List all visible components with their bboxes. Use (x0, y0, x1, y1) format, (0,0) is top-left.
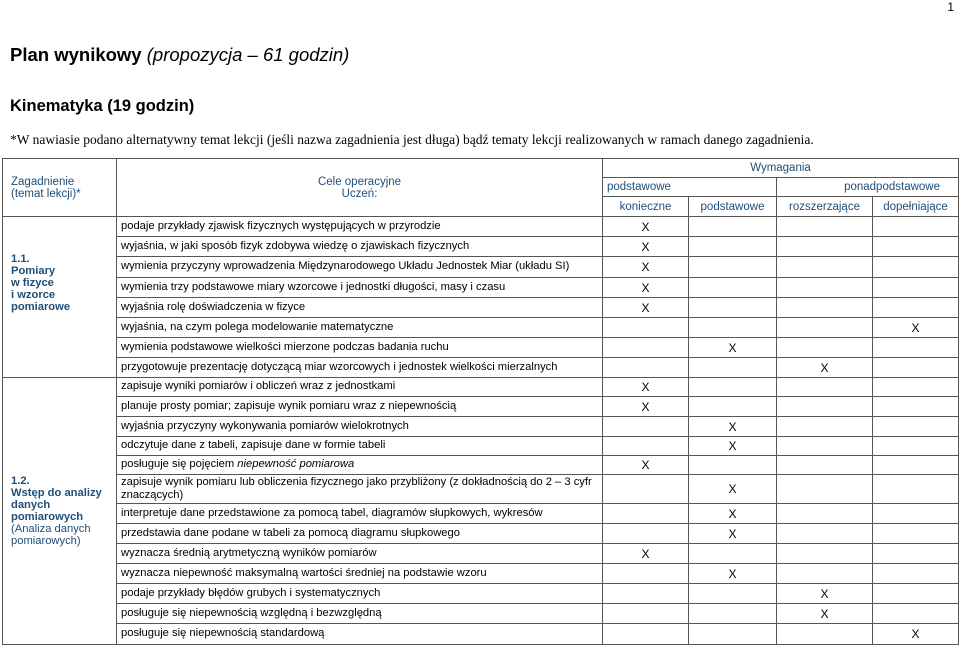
mark-rozszerzajace (777, 504, 873, 524)
section-name-line: Wstęp do analizy (11, 487, 102, 499)
mark-rozszerzajace (777, 378, 873, 397)
header-temat-label: (temat lekcji)* (11, 187, 81, 200)
table-row (3, 397, 959, 417)
objective-cell: posługuje się niepewnością względną i bezwzględną (117, 604, 603, 624)
header-zagadnienie-label: Zagadnienie (11, 175, 75, 188)
mark-podstawowe (689, 358, 777, 378)
mark-rozszerzajace (777, 624, 873, 645)
table-row (3, 378, 959, 397)
objective-cell (117, 456, 603, 475)
objective-cell: zapisuje wyniki pomiarów i obliczeń wraz z jednostkami (117, 378, 603, 397)
mark-rozszerzajace (777, 278, 873, 298)
mark-konieczne (603, 624, 689, 645)
objective-text: posługuje się pojęciem (121, 458, 238, 471)
mark-konieczne: X (603, 257, 689, 278)
table-row (3, 604, 959, 624)
mark-konieczne (603, 524, 689, 544)
mark-dopelniajace (873, 504, 959, 524)
mark-podstawowe (689, 257, 777, 278)
header-cele-label: Cele operacyjne (317, 175, 402, 188)
mark-rozszerzajace (777, 217, 873, 237)
objective-cell: wymienia przyczyny wprowadzenia Międzynarodowego Układu Jednostek Miar (układu SI) (117, 257, 603, 278)
mark-rozszerzajace (777, 544, 873, 564)
table-row (3, 544, 959, 564)
mark-podstawowe (689, 397, 777, 417)
mark-konieczne (603, 358, 689, 378)
objective-cell: wyznacza niepewność maksymalną wartości średniej na podstawie wzoru (117, 564, 603, 584)
mark-podstawowe (689, 378, 777, 397)
objective-cell: wymienia trzy podstawowe miary wzorcowe i jednostki długości, masy i czasu (117, 278, 603, 298)
objective-cell: zapisuje wynik pomiaru lub obliczenia fizycznego jako przybliżony (z dokładnością do 2 – 3 cyfr znaczących) (117, 475, 603, 504)
section-cell-1 (3, 217, 117, 378)
objective-cell: podaje przykłady zjawisk fizycznych występujących w przyrodzie (117, 217, 603, 237)
header-level-dopelniajace: dopełniające (873, 197, 959, 217)
table-row (3, 217, 959, 237)
table-row (3, 524, 959, 544)
mark-konieczne: X (603, 456, 689, 475)
header-zagadnienie (3, 159, 117, 217)
mark-konieczne: X (603, 278, 689, 298)
mark-podstawowe (689, 584, 777, 604)
mark-podstawowe: X (689, 524, 777, 544)
mark-podstawowe (689, 456, 777, 475)
objective-cell: planuje prosty pomiar; zapisuje wynik pomiaru wraz z niepewnością (117, 397, 603, 417)
page-title (10, 44, 349, 66)
mark-konieczne (603, 437, 689, 456)
mark-rozszerzajace: X (777, 604, 873, 624)
mark-konieczne: X (603, 397, 689, 417)
header-group-podstawowe: podstawowe (603, 178, 777, 197)
mark-podstawowe (689, 217, 777, 237)
mark-podstawowe: X (689, 564, 777, 584)
table-row (3, 338, 959, 358)
mark-dopelniajace (873, 217, 959, 237)
mark-konieczne: X (603, 378, 689, 397)
objective-cell: posługuje się niepewnością standardową (117, 624, 603, 645)
mark-dopelniajace (873, 524, 959, 544)
header-level-podstawowe: podstawowe (689, 197, 777, 217)
table-row (3, 475, 959, 504)
mark-konieczne: X (603, 544, 689, 564)
objective-cell: wyjaśnia, na czym polega modelowanie matematyczne (117, 318, 603, 338)
section-name-line: danych (11, 499, 51, 511)
requirements-table (2, 158, 959, 645)
header-uczen-label: Uczeń: (341, 187, 378, 200)
objective-term-italic: niepewność pomiarowa (237, 458, 355, 471)
mark-konieczne (603, 338, 689, 358)
table-row (3, 417, 959, 437)
mark-rozszerzajace (777, 318, 873, 338)
mark-rozszerzajace (777, 417, 873, 437)
mark-rozszerzajace (777, 237, 873, 257)
table-row (3, 437, 959, 456)
mark-podstawowe: X (689, 417, 777, 437)
mark-rozszerzajace (777, 564, 873, 584)
mark-konieczne (603, 417, 689, 437)
mark-rozszerzajace: X (777, 358, 873, 378)
objective-cell: wyjaśnia rolę doświadczenia w fizyce (117, 298, 603, 318)
mark-podstawowe (689, 624, 777, 645)
mark-konieczne: X (603, 237, 689, 257)
mark-konieczne (603, 584, 689, 604)
mark-konieczne (603, 318, 689, 338)
mark-dopelniajace (873, 584, 959, 604)
section-cell-2 (3, 378, 117, 645)
mark-dopelniajace (873, 358, 959, 378)
mark-rozszerzajace (777, 456, 873, 475)
page-number: 1 (947, 0, 954, 14)
section-name-line: pomiarowe (11, 301, 71, 313)
mark-rozszerzajace (777, 298, 873, 318)
table-row (3, 584, 959, 604)
mark-konieczne (603, 604, 689, 624)
table-row (3, 318, 959, 338)
mark-dopelniajace (873, 378, 959, 397)
table-row (3, 358, 959, 378)
mark-dopelniajace (873, 397, 959, 417)
table-row (3, 237, 959, 257)
mark-podstawowe (689, 298, 777, 318)
header-level-konieczne: konieczne (603, 197, 689, 217)
objective-cell: przedstawia dane podane w tabeli za pomocą diagramu słupkowego (117, 524, 603, 544)
mark-dopelniajace (873, 604, 959, 624)
table-row (3, 624, 959, 645)
mark-dopelniajace (873, 278, 959, 298)
section-alt-topic: (Analiza danych pomiarowych) (11, 523, 91, 547)
mark-podstawowe: X (689, 475, 777, 504)
header-cele (117, 159, 603, 217)
mark-dopelniajace (873, 338, 959, 358)
table-row (3, 278, 959, 298)
mark-rozszerzajace (777, 475, 873, 504)
mark-rozszerzajace (777, 524, 873, 544)
mark-rozszerzajace: X (777, 584, 873, 604)
table-row (3, 298, 959, 318)
mark-konieczne (603, 504, 689, 524)
table-row (3, 504, 959, 524)
section-name-line: Pomiary (11, 265, 56, 277)
mark-dopelniajace (873, 475, 959, 504)
mark-podstawowe (689, 318, 777, 338)
objective-cell: podaje przykłady błędów grubych i systematycznych (117, 584, 603, 604)
mark-dopelniajace (873, 417, 959, 437)
mark-dopelniajace (873, 298, 959, 318)
section-name-line: w fizyce (11, 277, 54, 289)
mark-konieczne: X (603, 217, 689, 237)
mark-podstawowe: X (689, 504, 777, 524)
mark-konieczne (603, 475, 689, 504)
objective-cell: wyjaśnia, w jaki sposób fizyk zdobywa wiedzę o zjawiskach fizycznych (117, 237, 603, 257)
section-number: 1.1. (11, 253, 30, 265)
mark-dopelniajace (873, 237, 959, 257)
mark-rozszerzajace (777, 397, 873, 417)
section-name-line: pomiarowych (11, 511, 84, 523)
title-italic: (propozycja – 61 godzin) (146, 44, 350, 65)
objective-cell: interpretuje dane przedstawione za pomocą tabel, diagramów słupkowych, wykresów (117, 504, 603, 524)
mark-podstawowe: X (689, 437, 777, 456)
mark-rozszerzajace (777, 437, 873, 456)
section-heading: Kinematyka (19 godzin) (10, 97, 195, 115)
objective-cell: wyznacza średnią arytmetyczną wyników pomiarów (117, 544, 603, 564)
mark-podstawowe (689, 604, 777, 624)
mark-podstawowe: X (689, 338, 777, 358)
objective-cell: wymienia podstawowe wielkości mierzone podczas badania ruchu (117, 338, 603, 358)
table-row (3, 257, 959, 278)
mark-rozszerzajace (777, 338, 873, 358)
title-main: Plan wynikowy (10, 44, 142, 65)
section-name-line: i wzorce (11, 289, 56, 301)
mark-dopelniajace (873, 564, 959, 584)
header-level-rozszerzajace: rozszerzające (777, 197, 873, 217)
mark-podstawowe (689, 237, 777, 257)
table-row (3, 456, 959, 475)
mark-dopelniajace (873, 257, 959, 278)
objective-cell: wyjaśnia przyczyny wykonywania pomiarów wielokrotnych (117, 417, 603, 437)
mark-konieczne: X (603, 298, 689, 318)
section-number: 1.2. (11, 475, 30, 487)
mark-podstawowe (689, 278, 777, 298)
footnote-remark: *W nawiasie podano alternatywny temat lekcji (jeśli nazwa zagadnienia jest długa) bądź tematy lekcji realizowanych w ramach danego zagadnienia. (10, 132, 814, 147)
mark-dopelniajace: X (873, 624, 959, 645)
table-row (3, 564, 959, 584)
mark-konieczne (603, 564, 689, 584)
header-group-ponadpodstawowe: ponadpodstawowe (777, 178, 959, 197)
mark-dopelniajace (873, 544, 959, 564)
mark-dopelniajace (873, 456, 959, 475)
mark-podstawowe (689, 544, 777, 564)
mark-rozszerzajace (777, 257, 873, 278)
mark-dopelniajace (873, 437, 959, 456)
mark-dopelniajace: X (873, 318, 959, 338)
objective-cell: przygotowuje prezentację dotyczącą miar wzorcowych i jednostek wielkości mierzalnych (117, 358, 603, 378)
objective-cell: odczytuje dane z tabeli, zapisuje dane w formie tabeli (117, 437, 603, 456)
header-wymagania: Wymagania (603, 159, 959, 178)
